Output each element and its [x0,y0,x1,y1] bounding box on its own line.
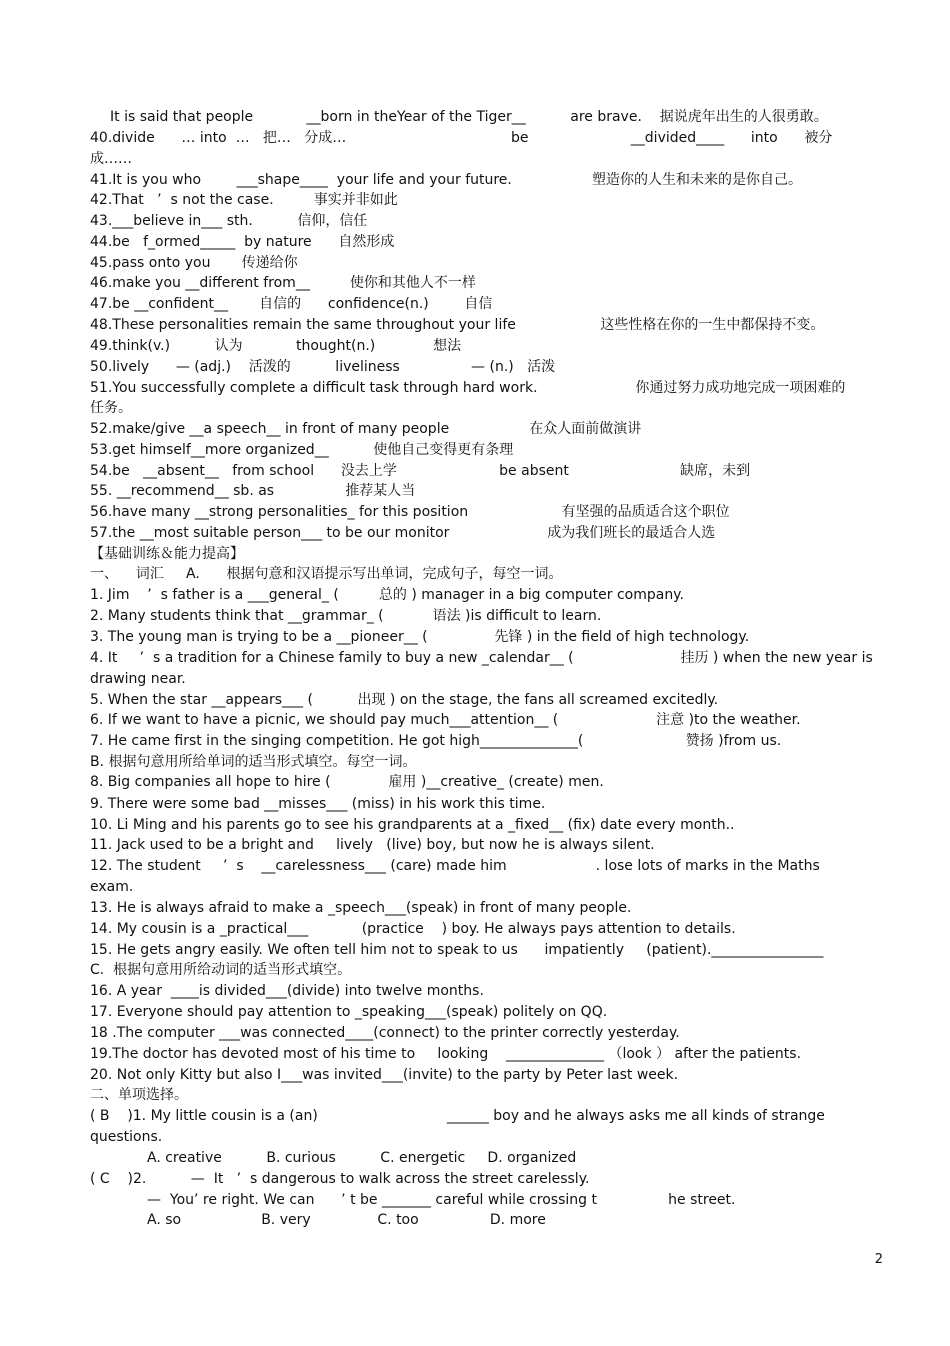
text-line: 53.get himself__more organized__ 使他自己变得更有条理 [90,442,514,458]
text-line: 16. A year ____is divided___(divide) into twelve months. [90,983,484,999]
text-line: 11. Jack used to be a bright and lively (live) boy, but now he is always silent. [90,837,655,853]
text-line: 43.___believe in___ sth. 信仰，信任 [90,213,368,229]
section-heading: C. 根据句意用所给动词的适当形式填空。 [90,962,352,978]
text-line: 9. There were some bad __misses___ (miss) in his work this time. [90,796,546,812]
options-line: A. so B. very C. too D. more [147,1212,546,1228]
text-line: 45.pass onto you 传递给你 [90,255,298,271]
text-line: 15. He gets angry easily. We often tell him not to speak to us impatiently (patient).________________ [90,942,824,958]
text-line: 52.make/give __a speech__ in front of many people 在众人面前做演讲 [90,421,642,437]
text-line: 12. The student ’ s __carelessness___ (care) made him . lose lots of marks in the Maths [90,858,820,874]
section-heading: B. 根据句意用所给单词的适当形式填空。每空一词。 [90,754,417,770]
text-line: 19.The doctor has devoted most of his time to looking ______________ （look ） after the patients. [90,1046,802,1062]
options-line: A. creative B. curious C. energetic D. organized [147,1150,577,1166]
text-line: 20. Not only Kitty but also I___was invited___(invite) to the party by Peter last week. [90,1067,679,1083]
text-line: 51.You successfully complete a difficult task through hard work. 你通过努力成功地完成一项困难的 [90,380,846,396]
section-heading: 【基础训练＆能力提高】 [90,546,244,562]
text-line: 57.the __most suitable person___ to be our monitor 成为我们班长的最适合人选 [90,525,716,541]
text-line: 3. The young man is trying to be a __pioneer__ ( 先锋 ) in the field of high technology. [90,629,750,645]
text-line: 40.divide … into … 把… 分成… be __divided____ into 被分 [90,130,833,146]
text-line: 50.lively — (adj.) 活泼的 liveliness — (n.) 活泼 [90,359,556,375]
text-line: 7. He came first in the singing competition. He got high______________( 赞扬 )from us. [90,733,782,749]
text-line: questions. [90,1129,163,1145]
text-line: 1. Jim ’ s father is a ___general_ ( 总的 ) manager in a big computer company. [90,587,684,603]
text-line: drawing near. [90,671,186,687]
text-line: — You’ re right. We can ’ t be _______ careful while crossing t he street. [147,1192,736,1208]
text-line: 4. It ’ s a tradition for a Chinese family to buy a new _calendar__ ( 挂历 ) when the new year is [90,650,873,666]
text-line: 8. Big companies all hope to hire ( 雇用 )__creative_ (create) men. [90,774,604,790]
text-line: 成…… [90,151,132,167]
text-line: ( C )2. — It ’ s dangerous to walk across the street carelessly. [90,1171,590,1187]
text-line: 17. Everyone should pay attention to _speaking___(speak) politely on QQ. [90,1004,608,1020]
text-line: It is said that people __born in theYear of the Tiger__ are brave. 据说虎年出生的人很勇敢。 [110,109,828,125]
text-line: 46.make you __different from__ 使你和其他人不一样 [90,275,476,291]
text-line: 56.have many __strong personalities_ for this position 有坚强的品质适合这个职位 [90,504,730,520]
text-line: 54.be __absent__ from school 没去上学 be absent 缺席，未到 [90,463,751,479]
text-line: 55. __recommend__ sb. as 推荐某人当 [90,483,416,499]
text-line: 47.be __confident__ 自信的 confidence(n.) 自信 [90,296,493,312]
text-line: exam. [90,879,134,895]
text-line: 41.It is you who ___shape____ your life and your future. 塑造你的人生和未来的是你自己。 [90,172,802,188]
text-line: 48.These personalities remain the same throughout your life 这些性格在你的一生中都保持不变。 [90,317,825,333]
text-line: 42.That ’ s not the case. 事实并非如此 [90,192,398,208]
text-line: 10. Li Ming and his parents go to see his grandparents at a _fixed__ (fix) date every month.. [90,817,735,833]
text-line: 13. He is always afraid to make a _speech___(speak) in front of many people. [90,900,632,916]
text-line: 2. Many students think that __grammar_ ( 语法 )is difficult to learn. [90,608,602,624]
text-line: ( B )1. My little cousin is a (an) ______ boy and he always asks me all kinds of strange [90,1108,825,1124]
page-number: 2 [874,1252,883,1267]
text-line: 5. When the star __appears___ ( 出现 ) on the stage, the fans all screamed excitedly. [90,692,719,708]
text-line: 18 .The computer ___was connected____(connect) to the printer correctly yesterday. [90,1025,680,1041]
text-line: 49.think(v.) 认为 thought(n.) 想法 [90,338,462,354]
text-line: 44.be f_ormed_____ by nature 自然形成 [90,234,395,250]
text-line: 6. If we want to have a picnic, we should pay much___attention__ ( 注意 )to the weather. [90,712,801,728]
section-heading: 一、 词汇 A. 根据句意和汉语提示写出单词，完成句子，每空一词。 [90,566,563,582]
text-line: 14. My cousin is a _practical___ (practice ) boy. He always pays attention to details. [90,921,736,937]
section-heading: 二、单项选择。 [90,1087,188,1103]
text-line: 任务。 [90,400,132,416]
